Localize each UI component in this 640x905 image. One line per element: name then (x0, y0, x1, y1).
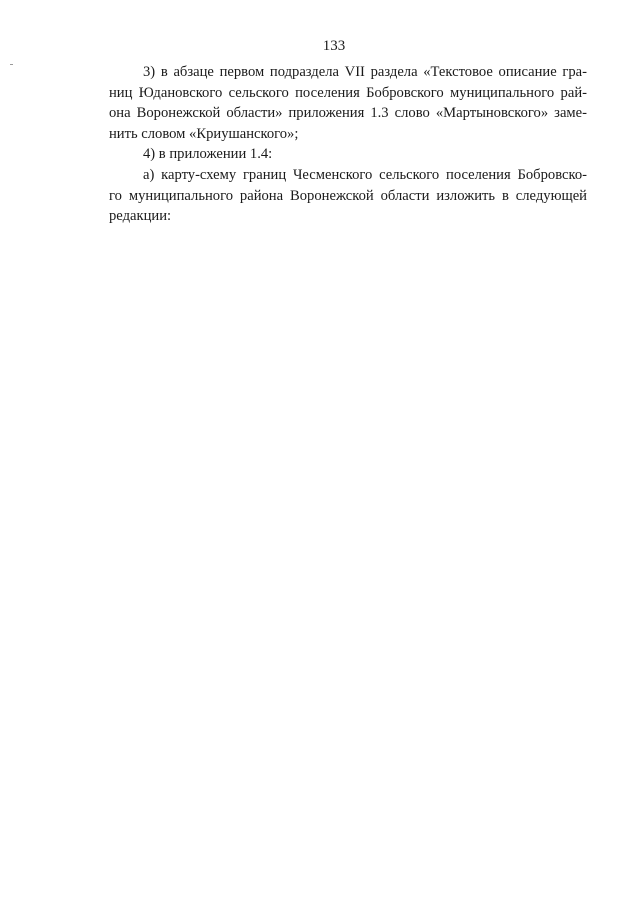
paragraph-line: ниц Юдановского сельского поселения Бобровского муниципального рай- (109, 84, 587, 101)
paragraph-line: она Воронежской области» приложения 1.3 слово «Мартыновского» заме- (109, 105, 587, 122)
paragraph-line: 4) в приложении 1.4: (143, 146, 273, 163)
paragraph-line: 3) в абзаце первом подраздела VII раздела «Текстовое описание гра- (143, 64, 587, 80)
paragraph-subitem-a (109, 165, 587, 227)
paragraph-line: нить словом «Криушанского»; (109, 125, 299, 142)
paragraph-line: а) карту-схему границ Чесменского сельского поселения Бобровско- (143, 166, 587, 183)
paragraph-item-3 (109, 62, 587, 144)
scan-margin-mark (10, 64, 13, 65)
paragraph-line: го муниципального района Воронежской области изложить в следующей (109, 187, 587, 204)
paragraph-line: редакции: (109, 208, 172, 225)
document-body (109, 62, 587, 227)
page-number: 133 (322, 38, 346, 54)
paragraph-item-4 (109, 144, 587, 165)
